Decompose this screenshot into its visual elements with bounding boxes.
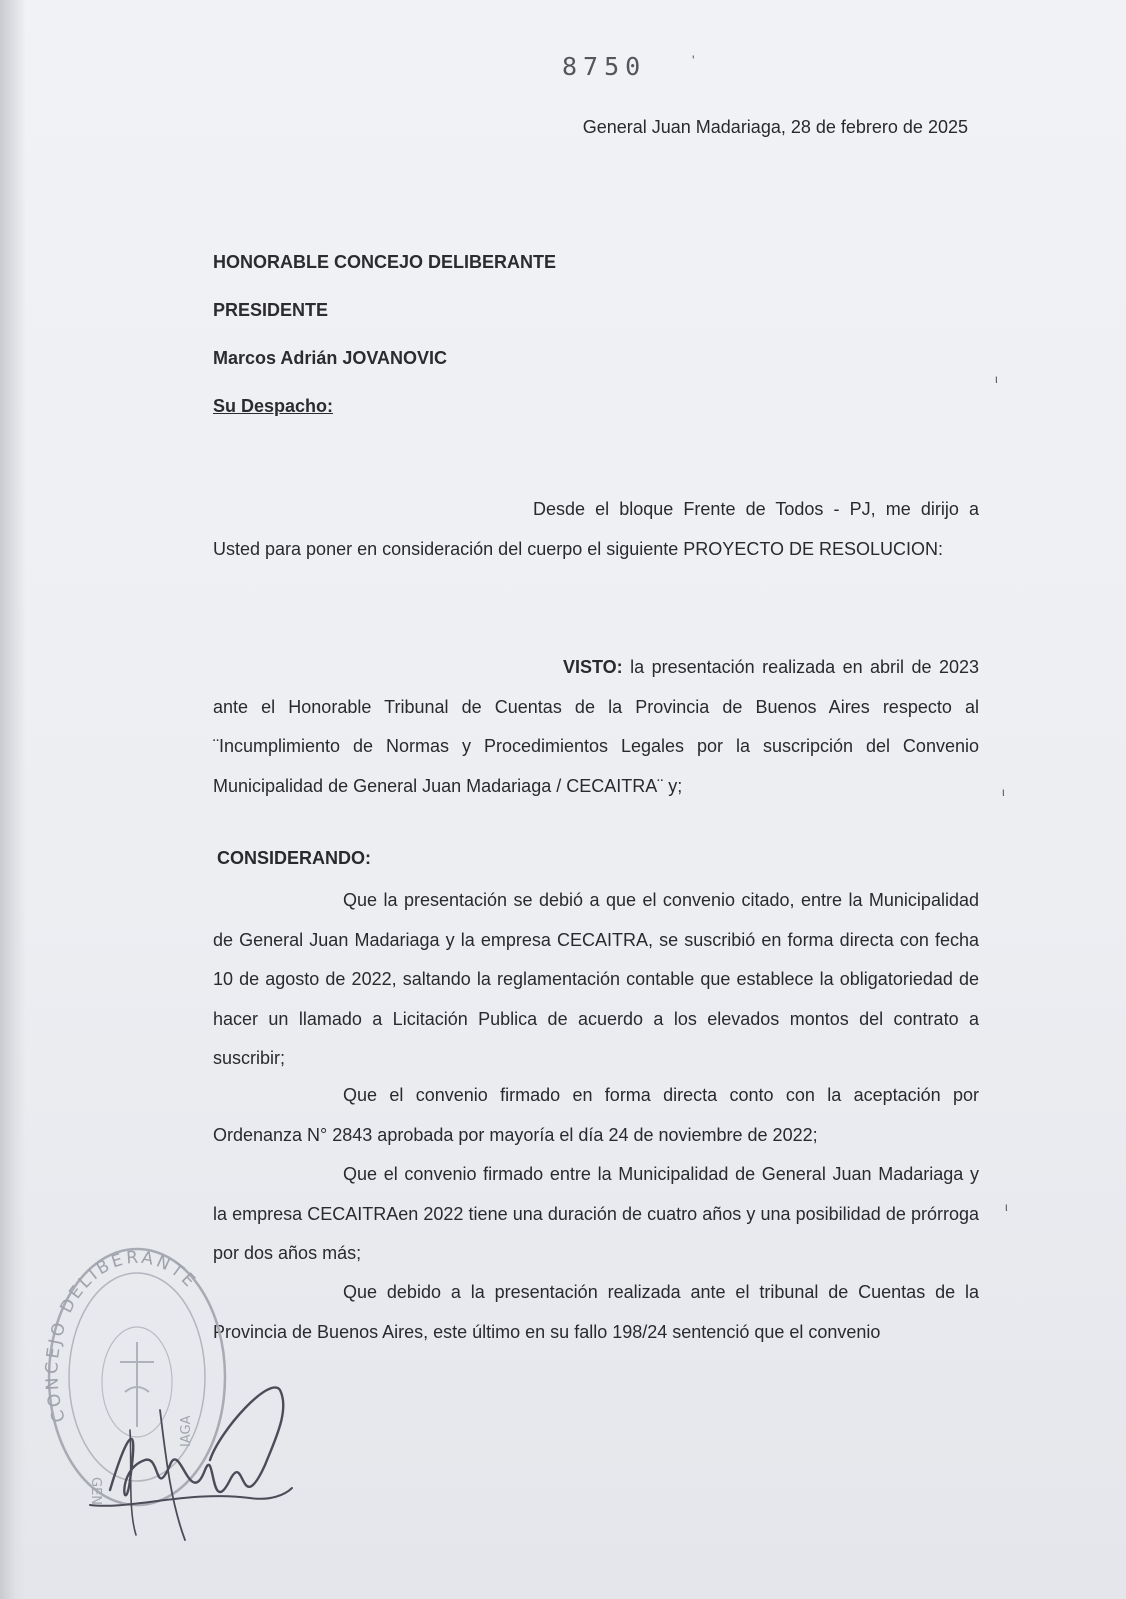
intro-paragraph: Desde el bloque Frente de Todos - PJ, me dirijo a Usted para poner en consideración del cuerpo el siguiente PROYECTO DE RESOLUCION:	[213, 499, 979, 559]
handwritten-signature	[70, 1370, 300, 1550]
margin-mark: ι	[1005, 1200, 1008, 1214]
considerando-heading: CONSIDERANDO:	[217, 848, 372, 868]
visto-paragraph	[213, 648, 979, 806]
ink-tick: '	[692, 52, 695, 68]
svg-text:IAGA: IAGA	[179, 1415, 194, 1447]
margin-mark: ι	[995, 372, 998, 386]
date-line: General Juan Madariaga, 28 de febrero de 2025	[582, 117, 968, 137]
svg-text:CONCEJO DELIBERANTE: CONCEJO DELIBERANTE	[42, 1247, 201, 1425]
considerando-paragraph-2: Que el convenio firmado en forma directa conto con la aceptación por Ordenanza N° 2843 aprobada por mayoría el día 24 de noviembre de 2022;	[213, 1085, 979, 1145]
addressee-name: Marcos Adrián JOVANOVIC	[213, 348, 448, 368]
visto-text: la presentación realizada en abril de 2023 ante el Honorable Tribunal de Cuentas de la Provincia de Buenos Aires respecto al ¨Incumplimiento de Normas y Procedimientos Legales por la suscripción del Convenio Municipalidad de General Juan Madariaga / CECAITRA¨ y;	[213, 657, 979, 796]
page-edge-shadow	[0, 0, 26, 1599]
addressee-office: Su Despacho:	[213, 396, 334, 416]
considerando-paragraph-1: Que la presentación se debió a que el convenio citado, entre la Municipalidad de General Juan Madariaga y la empresa CECAITRA, se suscribió en forma directa con fecha 10 de agosto de 2022, saltando la reglamentación contable que establece la obligatoriedad de hacer un llamado a Licitación Publica de acuerdo a los elevados montos del contrato a suscribir;	[213, 890, 979, 1068]
addressee-council: HONORABLE CONCEJO DELIBERANTE	[213, 252, 557, 272]
margin-mark: ι	[1002, 785, 1005, 799]
addressee-title: PRESIDENTE	[213, 300, 329, 320]
considerando-paragraph-4: Que debido a la presentación realizada ante el tribunal de Cuentas de la Provincia de Buenos Aires, este último en su fallo 198/24 sentenció que el convenio	[213, 1282, 979, 1342]
page-number: 8750	[562, 52, 647, 81]
visto-label: VISTO:	[563, 657, 623, 677]
considerando-paragraph-3: Que el convenio firmado entre la Municipalidad de General Juan Madariaga y la empresa CECAITRAen 2022 tiene una duración de cuatro años y una posibilidad de prórroga por dos años más;	[213, 1164, 979, 1263]
svg-text:GEN: GEN	[88, 1477, 103, 1506]
